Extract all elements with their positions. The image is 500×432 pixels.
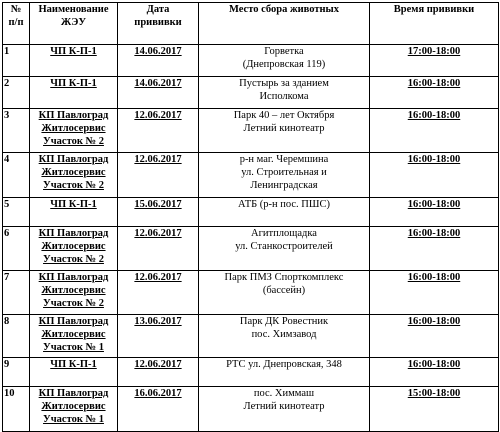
row-date: 13.06.2017: [118, 315, 199, 358]
row-time: 16:00-18:00: [370, 109, 499, 153]
table-row: [3, 358, 499, 387]
place-line: Парк ДК Ровестник: [239, 316, 329, 327]
place-line: Парк ПМЗ Спорткомплекс: [224, 272, 344, 283]
row-time: 16:00-18:00: [370, 227, 499, 271]
place-line: (бассейн): [262, 285, 306, 296]
row-place: [199, 227, 370, 271]
place-line: ул. Строительная и: [241, 167, 327, 178]
header-place: Место сбора животных: [199, 3, 370, 45]
row-date: 12.06.2017: [118, 153, 199, 198]
row-place: [199, 45, 370, 77]
place-line: РТС ул. Днепровская, 348: [226, 359, 342, 370]
row-organization: [30, 227, 118, 271]
row-place: [199, 77, 370, 109]
row-time: 17:00-18:00: [370, 45, 499, 77]
organization-line: ЧП К-П-1: [50, 78, 97, 89]
place-line: Агитплощадка: [251, 228, 317, 239]
row-number: 4: [3, 153, 30, 198]
row-place: [199, 358, 370, 387]
row-date: 15.06.2017: [118, 198, 199, 227]
row-organization: [30, 77, 118, 109]
organization-line: Участок № 2: [43, 254, 104, 265]
table-row: [3, 198, 499, 227]
row-number: 8: [3, 315, 30, 358]
organization-line: Житлосервис: [41, 123, 106, 134]
row-time: 16:00-18:00: [370, 153, 499, 198]
row-number: 1: [3, 45, 30, 77]
row-date: 14.06.2017: [118, 45, 199, 77]
header-time: Время прививки: [370, 3, 499, 45]
place-line: Летний кинотеатр: [243, 401, 325, 412]
row-organization: [30, 358, 118, 387]
table-row: [3, 109, 499, 153]
organization-line: ЧП К-П-1: [50, 359, 97, 370]
row-number: 2: [3, 77, 30, 109]
row-organization: [30, 153, 118, 198]
table-body: [3, 45, 499, 432]
row-place: [199, 153, 370, 198]
organization-line: Житлосервис: [41, 285, 106, 296]
table-row: [3, 227, 499, 271]
row-organization: [30, 45, 118, 77]
row-date: 12.06.2017: [118, 227, 199, 271]
row-date: 12.06.2017: [118, 358, 199, 387]
row-date: 16.06.2017: [118, 387, 199, 432]
vaccination-schedule-table: [2, 2, 499, 432]
place-line: ул. Станкостроителей: [235, 241, 333, 252]
place-line: Исполкома: [259, 91, 309, 102]
organization-line: КП Павлоград: [38, 228, 109, 239]
row-place: [199, 387, 370, 432]
organization-line: Участок № 1: [43, 342, 104, 353]
place-line: Парк 40 – лет Октября: [233, 110, 335, 121]
row-place: [199, 198, 370, 227]
organization-line: КП Павлоград: [38, 110, 109, 121]
row-time: 15:00-18:00: [370, 387, 499, 432]
row-time: 16:00-18:00: [370, 198, 499, 227]
place-line: пос. Химмаш: [253, 388, 315, 399]
place-line: (Днепровская 119): [242, 59, 326, 70]
place-line: АТБ (р-н пос. ПШС): [238, 199, 330, 210]
row-number: 7: [3, 271, 30, 315]
organization-line: Участок № 2: [43, 180, 104, 191]
table-row: [3, 271, 499, 315]
place-line: Пустырь за зданием: [239, 78, 329, 89]
header-date: Дата прививки: [118, 3, 199, 45]
row-number: 5: [3, 198, 30, 227]
place-line: Горветка: [264, 46, 304, 57]
row-organization: [30, 315, 118, 358]
organization-line: ЧП К-П-1: [50, 46, 97, 57]
organization-line: КП Павлоград: [38, 272, 109, 283]
row-time: 16:00-18:00: [370, 77, 499, 109]
organization-line: Житлосервис: [41, 401, 106, 412]
row-place: [199, 109, 370, 153]
organization-line: КП Павлоград: [38, 154, 109, 165]
organization-line: ЧП К-П-1: [50, 199, 97, 210]
organization-line: Участок № 2: [43, 136, 104, 147]
organization-line: Участок № 1: [43, 414, 104, 425]
row-date: 12.06.2017: [118, 109, 199, 153]
row-date: 12.06.2017: [118, 271, 199, 315]
row-number: 3: [3, 109, 30, 153]
table-row: [3, 387, 499, 432]
row-organization: [30, 198, 118, 227]
organization-line: Житлосервис: [41, 241, 106, 252]
table-row: [3, 315, 499, 358]
place-line: Летний кинотеатр: [243, 123, 325, 134]
row-place: [199, 315, 370, 358]
row-time: 16:00-18:00: [370, 358, 499, 387]
table-row: [3, 153, 499, 198]
place-line: пос. Химзавод: [251, 329, 317, 340]
header-organization: Наименование ЖЭУ: [30, 3, 118, 45]
table-row: [3, 45, 499, 77]
row-organization: [30, 271, 118, 315]
place-line: р-н маг. Черемшина: [239, 154, 329, 165]
table-header-row: [3, 3, 499, 45]
organization-line: Житлосервис: [41, 329, 106, 340]
header-number: № п/п: [3, 3, 30, 45]
row-number: 6: [3, 227, 30, 271]
organization-line: Участок № 2: [43, 298, 104, 309]
row-organization: [30, 109, 118, 153]
organization-line: КП Павлоград: [38, 388, 109, 399]
row-place: [199, 271, 370, 315]
row-time: 16:00-18:00: [370, 315, 499, 358]
row-organization: [30, 387, 118, 432]
row-date: 14.06.2017: [118, 77, 199, 109]
table-row: [3, 77, 499, 109]
row-number: 10: [3, 387, 30, 432]
organization-line: Житлосервис: [41, 167, 106, 178]
place-line: Ленинградская: [250, 180, 318, 191]
organization-line: КП Павлоград: [38, 316, 109, 327]
row-time: 16:00-18:00: [370, 271, 499, 315]
row-number: 9: [3, 358, 30, 387]
